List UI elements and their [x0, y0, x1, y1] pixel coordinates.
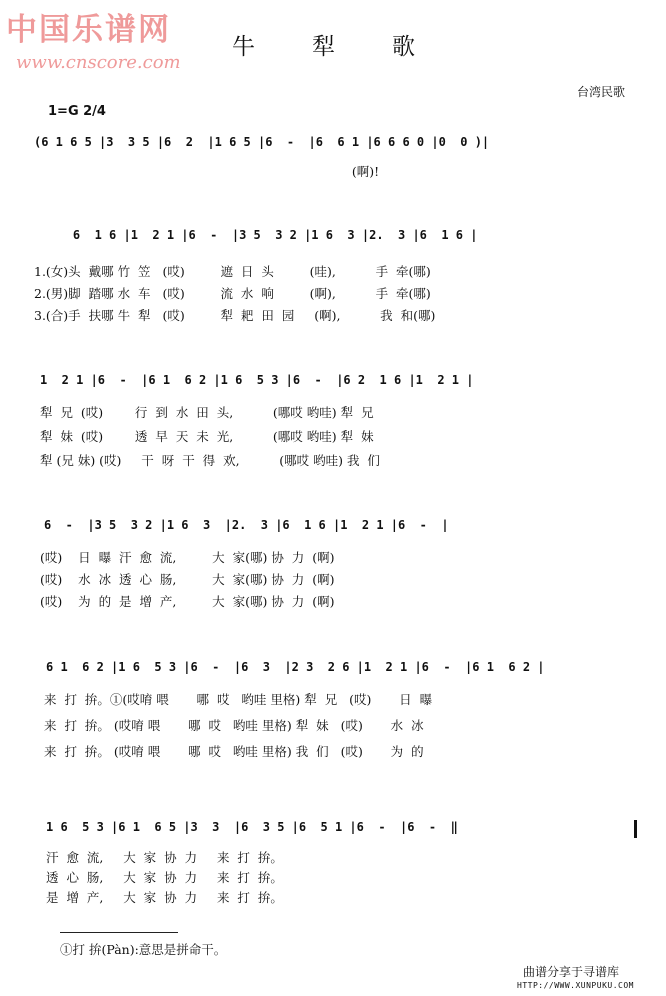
final-barline: [634, 820, 637, 838]
notation-line: 6 1 6 2 |1 6 5 3 |6 - |6 3 |2 3 2 6 |1 2 1 |6 - |6 1 6 2 |: [46, 660, 545, 674]
footnote-divider: [60, 932, 178, 933]
footnote: ①打 拚(Pàn):意思是拼命干。: [60, 942, 227, 957]
notation-line: 1 6 5 3 |6 1 6 5 |3 3 |6 3 5 |6 5 1 |6 - |6 - ‖: [46, 820, 458, 834]
site-watermark-logo: 中国乐谱网: [6, 12, 171, 48]
site-watermark-url: www.cnscore.com: [16, 52, 181, 73]
lyric-line: (哎) 水 冰 透 心 肠, 大 家(哪) 协 力 (啊): [40, 572, 335, 587]
lyric-line: 犁 妹 (哎) 透 早 天 未 光, (哪哎 哟哇) 犁 妹: [40, 429, 374, 444]
lyric-line: 是 增 产, 大 家 协 力 来 打 拚。: [46, 890, 283, 905]
notation-line: 6 1 6 |1 2 1 |6 - |3 5 3 2 |1 6 3 |2. 3 |6 1 6 |: [44, 228, 478, 242]
lyric-line: 透 心 肠, 大 家 协 力 来 打 拚。: [46, 870, 283, 885]
notation-line: 1 2 1 |6 - |6 1 6 2 |1 6 5 3 |6 - |6 2 1 6 |1 2 1 |: [40, 373, 474, 387]
lyric-line: (哎) 日 曝 汗 愈 流, 大 家(哪) 协 力 (啊): [40, 550, 335, 565]
key-signature: 1=G 2/4: [48, 104, 106, 119]
lyric-line: 来 打 拚。①(哎唷 喂 哪 哎 哟哇 里格) 犁 兄 (哎) 日 曝: [44, 692, 433, 707]
lyric-line: 犁 兄 (哎) 行 到 水 田 头, (哪哎 哟哇) 犁 兄: [40, 405, 374, 420]
lyric-line: 1.(女)头 戴哪 竹 笠 (哎) 遮 日 头 (哇), 手 牵(哪): [34, 264, 431, 279]
song-origin: 台湾民歌: [577, 85, 626, 99]
notation-line: (6 1 6 5 |3 3 5 |6 2 |1 6 5 |6 - |6 6 1 |6 6 6 0 |0 0 )|: [34, 135, 490, 149]
source-credit: 曲谱分享于寻谱库: [523, 965, 620, 979]
lyric-line: (哎) 为 的 是 增 产, 大 家(哪) 协 力 (啊): [40, 594, 335, 609]
source-credit-url: HTTP://WWW.XUNPUKU.COM: [517, 981, 634, 990]
lyric-line: (啊)!: [34, 164, 380, 179]
lyric-line: 3.(合)手 扶哪 牛 犁 (哎) 犁 耙 田 园 (啊), 我 和(哪): [34, 308, 436, 323]
lyric-line: 汗 愈 流, 大 家 协 力 来 打 拚。: [46, 850, 283, 865]
lyric-line: 来 打 拚。 (哎唷 喂 哪 哎 哟哇 里格) 我 们 (哎) 为 的: [44, 744, 424, 759]
lyric-line: 2.(男)脚 踏哪 水 车 (哎) 流 水 响 (啊), 手 牵(哪): [34, 286, 431, 301]
song-title: 牛 犁 歌: [232, 34, 432, 60]
notation-line: 6 - |3 5 3 2 |1 6 3 |2. 3 |6 1 6 |1 2 1 |6 - |: [44, 518, 449, 532]
lyric-line: 来 打 拚。 (哎唷 喂 哪 哎 哟哇 里格) 犁 妹 (哎) 水 冰: [44, 718, 424, 733]
lyric-line: 犁 (兄 妹) (哎) 干 呀 干 得 欢, (哪哎 哟哇) 我 们: [40, 453, 380, 468]
